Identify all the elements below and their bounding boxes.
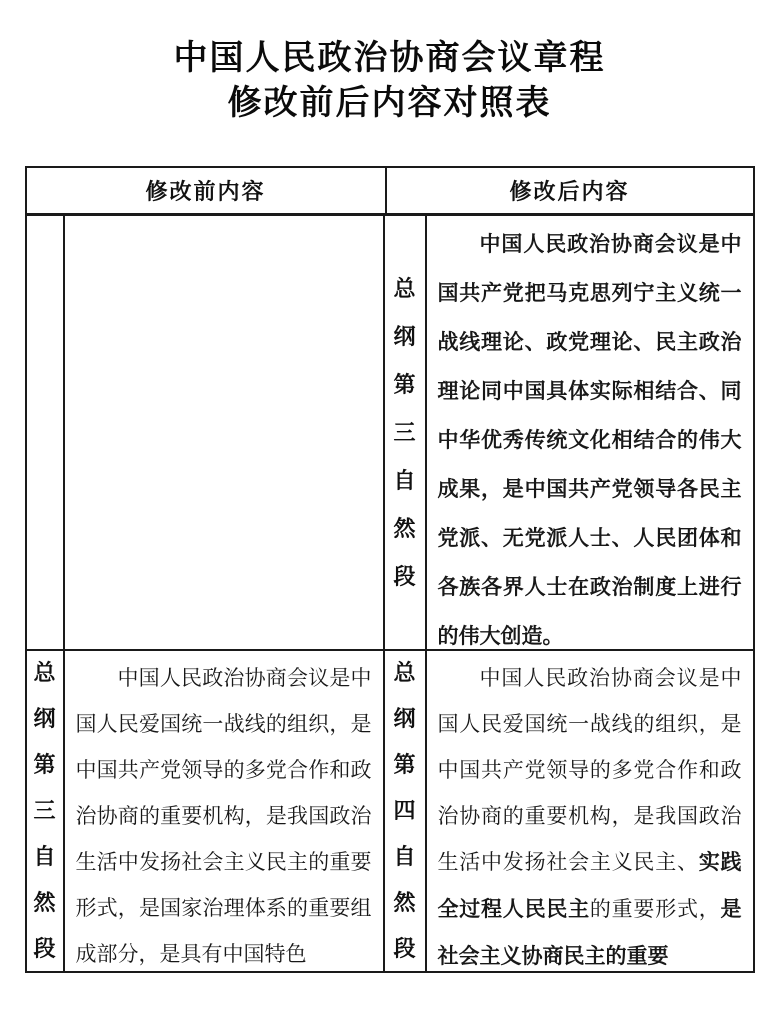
label-char: 段 — [33, 936, 56, 961]
label-char: 纲 — [393, 706, 416, 731]
header-before-content: 修改前内容 — [27, 168, 387, 213]
header-after-content: 修改后内容 — [509, 179, 630, 204]
label-char: 然 — [393, 515, 416, 541]
document-title-line1: 中国人民政治协商会议章程 — [173, 39, 606, 77]
paragraph-label-after — [385, 651, 427, 971]
text-segment: 的重要形式， — [589, 897, 721, 921]
label-char: 然 — [393, 890, 416, 915]
comparison-table — [25, 166, 755, 973]
document-title-line2: 修改前后内容对照表 — [227, 84, 552, 122]
label-char: 纲 — [393, 323, 416, 349]
label-char: 总 — [33, 660, 56, 685]
table-header-row — [27, 168, 753, 216]
label-char: 总 — [393, 660, 416, 685]
paragraph-label-before — [27, 651, 65, 971]
label-char: 四 — [393, 798, 416, 823]
revised-text-segment: 是社会主义协商民主的重要 — [437, 898, 742, 968]
revised-text-segment: 中国人民政治协商会议是中国共产党把马克思列宁主义统一战线理论、政党理论、民主政治理论同中国具体实际相结合、同中华优秀传统文化相结合的伟大成果，是中国共产党领导各民主党派、无党派人士、人民团体和各族各界人士在政治制度上进行的伟大创造。 — [437, 233, 742, 648]
label-char: 第 — [33, 752, 56, 777]
label-char: 纲 — [33, 706, 56, 731]
table-row — [27, 216, 753, 649]
paragraph-text-after — [427, 216, 753, 649]
paragraph-text-before — [65, 651, 385, 971]
paragraph-label-before — [27, 216, 65, 649]
paragraph — [438, 655, 742, 971]
revised-text-segment: 实践全过程人民民主 — [437, 851, 742, 921]
label-char: 第 — [393, 752, 416, 777]
paragraph — [438, 220, 742, 649]
label-char: 第 — [393, 371, 416, 397]
text-segment: 中国人民政治协商会议是中国人民爱国统一战线的组织，是中国共产党领导的多党合作和政治协商的重要机构，是我国政治生活中发扬社会主义民主、 — [437, 666, 742, 874]
table-row — [27, 649, 753, 971]
label-char: 段 — [393, 563, 416, 589]
paragraph-text-before — [65, 216, 385, 649]
label-char: 总 — [393, 275, 416, 301]
label-char: 三 — [393, 419, 416, 445]
paragraph — [76, 655, 372, 971]
label-char: 然 — [33, 890, 56, 915]
label-char: 段 — [393, 936, 416, 961]
label-char: 三 — [33, 798, 56, 823]
label-char: 自 — [393, 467, 416, 493]
document-title — [0, 36, 779, 126]
label-char: 自 — [393, 844, 416, 869]
label-char: 自 — [33, 844, 56, 869]
paragraph-label-after — [385, 216, 427, 649]
paragraph-text-after — [427, 651, 753, 971]
text-segment: 中国人民政治协商会议是中国人民爱国统一战线的组织，是中国共产党领导的多党合作和政治协商的重要机构，是我国政治生活中发扬社会主义民主的重要形式，是国家治理体系的重要组成部分，是具有中国特色 — [75, 666, 372, 966]
